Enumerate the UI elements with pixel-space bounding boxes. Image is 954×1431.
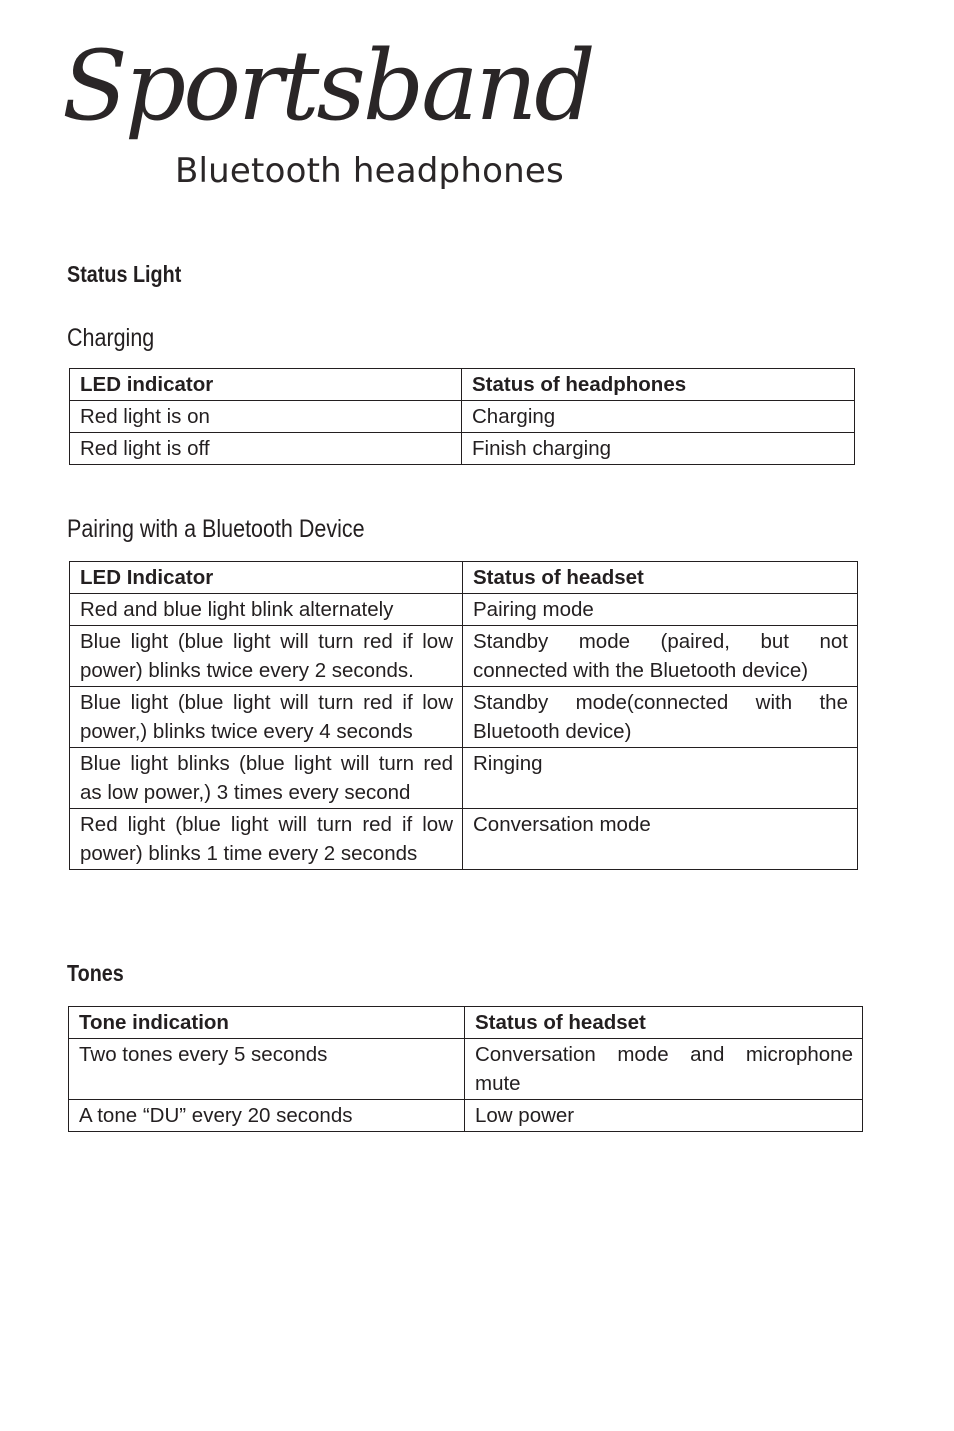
table-cell: Charging <box>462 401 855 433</box>
column-header: Status of headphones <box>462 369 855 401</box>
table-row <box>69 1100 863 1132</box>
table-cell: Red light (blue light will turn red if low power) blinks 1 time every 2 seconds <box>70 809 463 870</box>
table-row <box>69 1039 863 1100</box>
table-cell: Conversation mode <box>463 809 858 870</box>
subheading-charging: Charging <box>67 324 155 352</box>
table-cell: Red light is on <box>70 401 462 433</box>
table-cell: Pairing mode <box>463 594 858 626</box>
table-cell: Low power <box>465 1100 863 1132</box>
charging-table <box>69 368 855 465</box>
table-cell: Two tones every 5 seconds <box>69 1039 465 1100</box>
table-cell: Conversation mode and microphone mute <box>465 1039 863 1100</box>
table-cell: A tone “DU” every 20 seconds <box>69 1100 465 1132</box>
logo-subtitle: Bluetooth headphones <box>175 151 564 191</box>
column-header: LED Indicator <box>70 562 463 594</box>
table-cell: Red light is off <box>70 433 462 465</box>
table-row <box>70 433 855 465</box>
table-cell: Standby mode (paired, but not connected with the Bluetooth device) <box>463 626 858 687</box>
brand-logo <box>62 30 593 203</box>
table-header-row <box>70 562 858 594</box>
pairing-table <box>69 561 858 870</box>
column-header: Tone indication <box>69 1007 465 1039</box>
table-row <box>70 687 858 748</box>
table-cell: Finish charging <box>462 433 855 465</box>
table-cell: Blue light (blue light will turn red if low power,) blinks twice every 4 seconds <box>70 687 463 748</box>
column-header: LED indicator <box>70 369 462 401</box>
table-row <box>70 594 858 626</box>
section-heading-status-light: Status Light <box>67 261 182 287</box>
table-row <box>70 401 855 433</box>
table-row <box>70 748 858 809</box>
tones-table <box>68 1006 863 1132</box>
table-header-row <box>70 369 855 401</box>
table-cell: Ringing <box>463 748 858 809</box>
logo-script-text: Sportsband <box>62 30 593 142</box>
section-heading-tones: Tones <box>67 960 124 986</box>
table-cell: Blue light (blue light will turn red if low power) blinks twice every 2 seconds. <box>70 626 463 687</box>
table-cell: Red and blue light blink alternately <box>70 594 463 626</box>
table-row <box>70 809 858 870</box>
table-cell: Standby mode(connected with the Bluetooth device) <box>463 687 858 748</box>
subheading-pairing: Pairing with a Bluetooth Device <box>67 515 365 543</box>
table-header-row <box>69 1007 863 1039</box>
table-row <box>70 626 858 687</box>
table-cell: Blue light blinks (blue light will turn red as low power,) 3 times every second <box>70 748 463 809</box>
column-header: Status of headset <box>465 1007 863 1039</box>
column-header: Status of headset <box>463 562 858 594</box>
